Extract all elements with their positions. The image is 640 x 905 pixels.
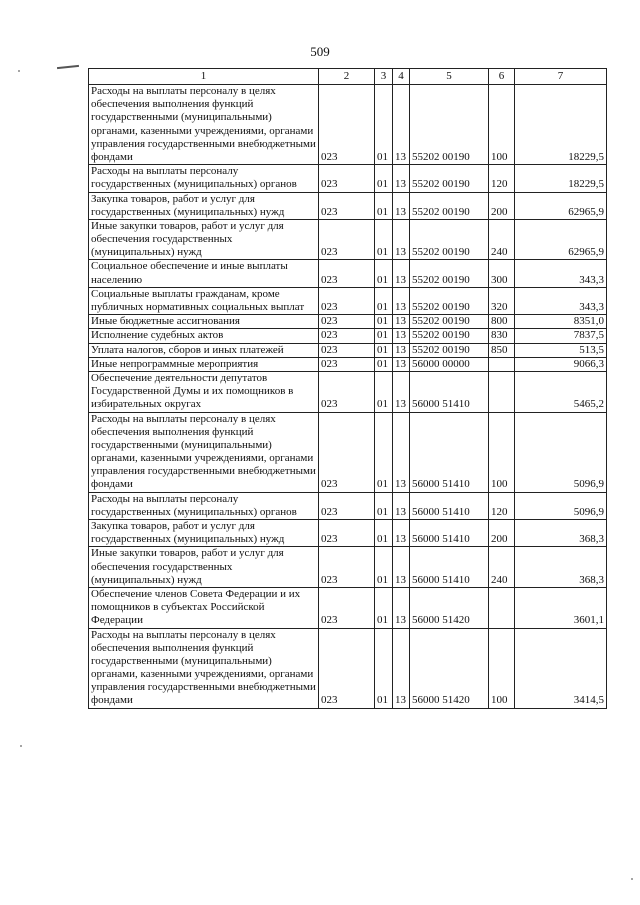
row-amount: 5096,9 [515, 412, 607, 492]
row-subsection: 13 [393, 219, 410, 260]
row-ved-code: 023 [319, 329, 375, 343]
table-row [89, 520, 607, 547]
row-amount: 7837,5 [515, 329, 607, 343]
row-name: Расходы на выплаты персоналу государственных (муниципальных) органов [89, 165, 319, 192]
row-subsection: 13 [393, 85, 410, 165]
row-target-article: 55202 00190 [410, 192, 489, 219]
row-section: 01 [375, 219, 393, 260]
column-header: 7 [515, 69, 607, 85]
row-section: 01 [375, 628, 393, 708]
row-name: Социальные выплаты гражданам, кроме публичных нормативных социальных выплат [89, 287, 319, 314]
row-amount: 9066,3 [515, 357, 607, 371]
row-amount: 368,3 [515, 520, 607, 547]
row-ved-code: 023 [319, 587, 375, 628]
row-target-article: 55202 00190 [410, 219, 489, 260]
row-ved-code: 023 [319, 357, 375, 371]
table-row [89, 219, 607, 260]
row-target-article: 56000 51420 [410, 587, 489, 628]
table-row [89, 315, 607, 329]
row-expense-type: 800 [489, 315, 515, 329]
row-expense-type: 240 [489, 547, 515, 588]
column-header: 6 [489, 69, 515, 85]
row-subsection: 13 [393, 287, 410, 314]
table-row [89, 343, 607, 357]
row-expense-type: 320 [489, 287, 515, 314]
table-row [89, 412, 607, 492]
row-section: 01 [375, 192, 393, 219]
row-target-article: 56000 51410 [410, 412, 489, 492]
row-ved-code: 023 [319, 343, 375, 357]
row-ved-code: 023 [319, 165, 375, 192]
row-target-article: 55202 00190 [410, 315, 489, 329]
row-section: 01 [375, 520, 393, 547]
table-row [89, 492, 607, 519]
row-subsection: 13 [393, 628, 410, 708]
row-expense-type: 120 [489, 165, 515, 192]
row-amount: 3601,1 [515, 587, 607, 628]
column-header: 5 [410, 69, 489, 85]
column-header: 4 [393, 69, 410, 85]
row-name: Расходы на выплаты персоналу в целях обеспечения выполнения функций государственными (муниципальными) органами, казенными учреждениями, органами управления государственными внебюджетными фондами [89, 628, 319, 708]
row-expense-type [489, 371, 515, 412]
row-ved-code: 023 [319, 547, 375, 588]
row-section: 01 [375, 587, 393, 628]
row-target-article: 56000 51410 [410, 492, 489, 519]
row-subsection: 13 [393, 547, 410, 588]
row-amount: 8351,0 [515, 315, 607, 329]
row-name: Уплата налогов, сборов и иных платежей [89, 343, 319, 357]
row-section: 01 [375, 165, 393, 192]
row-subsection: 13 [393, 520, 410, 547]
row-amount: 368,3 [515, 547, 607, 588]
row-ved-code: 023 [319, 260, 375, 287]
row-target-article: 56000 51410 [410, 547, 489, 588]
row-amount: 5096,9 [515, 492, 607, 519]
table-row [89, 329, 607, 343]
table-row [89, 165, 607, 192]
row-ved-code: 023 [319, 85, 375, 165]
page-number: 509 [310, 44, 330, 59]
row-section: 01 [375, 329, 393, 343]
row-subsection: 13 [393, 412, 410, 492]
row-name: Закупка товаров, работ и услуг для государственных (муниципальных) нужд [89, 520, 319, 547]
row-section: 01 [375, 492, 393, 519]
column-header: 3 [375, 69, 393, 85]
row-ved-code: 023 [319, 192, 375, 219]
row-subsection: 13 [393, 165, 410, 192]
scan-dot [18, 70, 20, 72]
scan-dot [631, 878, 633, 880]
table-row [89, 287, 607, 314]
table-header-row [89, 69, 607, 85]
row-name: Иные закупки товаров, работ и услуг для обеспечения государственных (муниципальных) нужд [89, 219, 319, 260]
row-amount: 62965,9 [515, 219, 607, 260]
row-expense-type: 850 [489, 343, 515, 357]
row-name: Обеспечение деятельности депутатов Государственной Думы и их помощников в избирательных округах [89, 371, 319, 412]
row-subsection: 13 [393, 492, 410, 519]
row-amount: 513,5 [515, 343, 607, 357]
row-target-article: 56000 51420 [410, 628, 489, 708]
row-target-article: 55202 00190 [410, 85, 489, 165]
row-target-article: 55202 00190 [410, 287, 489, 314]
row-name: Расходы на выплаты персоналу в целях обеспечения выполнения функций государственными (муниципальными) органами, казенными учреждениями, органами управления государственными внебюджетными фондами [89, 85, 319, 165]
table-row [89, 628, 607, 708]
table-row [89, 85, 607, 165]
table-row [89, 587, 607, 628]
row-subsection: 13 [393, 260, 410, 287]
budget-table [88, 68, 607, 709]
row-expense-type: 100 [489, 628, 515, 708]
row-expense-type: 240 [489, 219, 515, 260]
row-target-article: 55202 00190 [410, 260, 489, 287]
row-ved-code: 023 [319, 492, 375, 519]
row-expense-type: 100 [489, 412, 515, 492]
row-ved-code: 023 [319, 520, 375, 547]
row-section: 01 [375, 371, 393, 412]
row-ved-code: 023 [319, 219, 375, 260]
row-amount: 18229,5 [515, 165, 607, 192]
row-expense-type: 120 [489, 492, 515, 519]
row-name: Иные бюджетные ассигнования [89, 315, 319, 329]
row-subsection: 13 [393, 315, 410, 329]
row-ved-code: 023 [319, 287, 375, 314]
row-ved-code: 023 [319, 315, 375, 329]
row-target-article: 55202 00190 [410, 165, 489, 192]
scan-mark [57, 65, 79, 69]
row-subsection: 13 [393, 371, 410, 412]
table-row [89, 547, 607, 588]
row-name: Иные закупки товаров, работ и услуг для обеспечения государственных (муниципальных) нужд [89, 547, 319, 588]
row-section: 01 [375, 547, 393, 588]
row-name: Расходы на выплаты персоналу государственных (муниципальных) органов [89, 492, 319, 519]
row-section: 01 [375, 343, 393, 357]
scan-dot [20, 745, 22, 747]
row-expense-type [489, 357, 515, 371]
row-name: Иные непрограммные мероприятия [89, 357, 319, 371]
row-expense-type: 300 [489, 260, 515, 287]
table-row [89, 260, 607, 287]
row-amount: 5465,2 [515, 371, 607, 412]
row-amount: 18229,5 [515, 85, 607, 165]
row-name: Обеспечение членов Совета Федерации и их помощников в субъектах Российской Федерации [89, 587, 319, 628]
row-target-article: 56000 51410 [410, 520, 489, 547]
row-name: Социальное обеспечение и иные выплаты населению [89, 260, 319, 287]
row-name: Расходы на выплаты персоналу в целях обеспечения выполнения функций государственными (муниципальными) органами, казенными учреждениями, органами управления государственными внебюджетными фондами [89, 412, 319, 492]
row-expense-type [489, 587, 515, 628]
row-target-article: 56000 51410 [410, 371, 489, 412]
row-ved-code: 023 [319, 412, 375, 492]
row-name: Закупка товаров, работ и услуг для государственных (муниципальных) нужд [89, 192, 319, 219]
row-name: Исполнение судебных актов [89, 329, 319, 343]
row-subsection: 13 [393, 357, 410, 371]
row-amount: 343,3 [515, 287, 607, 314]
row-section: 01 [375, 260, 393, 287]
row-target-article: 55202 00190 [410, 343, 489, 357]
row-section: 01 [375, 287, 393, 314]
row-target-article: 56000 00000 [410, 357, 489, 371]
row-expense-type: 200 [489, 192, 515, 219]
row-section: 01 [375, 357, 393, 371]
row-section: 01 [375, 85, 393, 165]
column-header: 1 [89, 69, 319, 85]
row-amount: 343,3 [515, 260, 607, 287]
row-section: 01 [375, 315, 393, 329]
row-subsection: 13 [393, 329, 410, 343]
row-expense-type: 100 [489, 85, 515, 165]
row-subsection: 13 [393, 343, 410, 357]
column-header: 2 [319, 69, 375, 85]
row-target-article: 55202 00190 [410, 329, 489, 343]
table-row [89, 371, 607, 412]
table-row [89, 357, 607, 371]
table-row [89, 192, 607, 219]
row-expense-type: 200 [489, 520, 515, 547]
row-amount: 62965,9 [515, 192, 607, 219]
row-ved-code: 023 [319, 371, 375, 412]
row-subsection: 13 [393, 192, 410, 219]
table-body [89, 85, 607, 709]
row-ved-code: 023 [319, 628, 375, 708]
row-subsection: 13 [393, 587, 410, 628]
row-expense-type: 830 [489, 329, 515, 343]
row-amount: 3414,5 [515, 628, 607, 708]
row-section: 01 [375, 412, 393, 492]
